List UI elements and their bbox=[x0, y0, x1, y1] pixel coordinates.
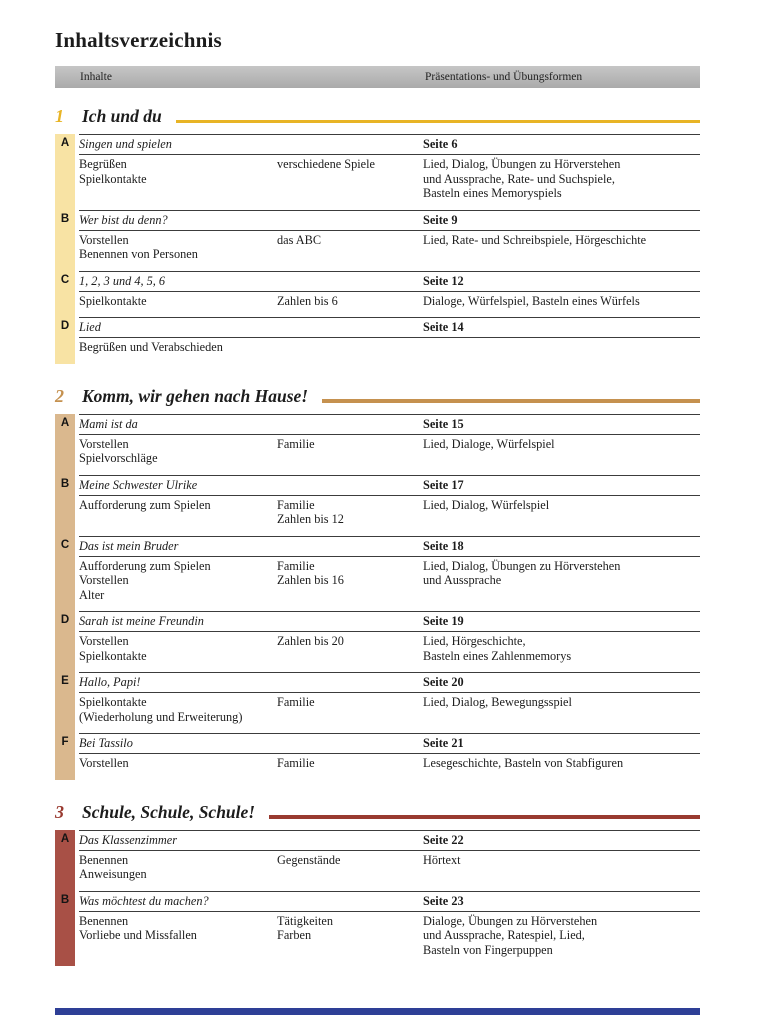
entry-forms: Dialoge, Übungen zu Hörverstehen und Aussprache, Ratespiel, Lied, Basteln von Fingerpuppen bbox=[423, 913, 598, 957]
entry-page: Seite 9 bbox=[423, 212, 458, 227]
entry-title: Lied bbox=[79, 320, 101, 334]
section-title: Komm, wir gehen nach Hause! bbox=[82, 385, 309, 406]
entry-content-line bbox=[79, 435, 700, 475]
section-heading bbox=[55, 106, 700, 127]
entry-forms: Dialoge, Würfelspiel, Basteln eines Würfels bbox=[423, 293, 640, 308]
entry-title-line bbox=[79, 733, 700, 754]
toc-entry-content-row bbox=[55, 231, 700, 271]
entry-forms: Lied, Dialog, Bewegungsspiel bbox=[423, 695, 572, 709]
toc-entry-content-row bbox=[55, 912, 700, 967]
entry-content-line bbox=[79, 912, 700, 967]
entry-title-line bbox=[79, 611, 700, 632]
toc-entry-title-row bbox=[55, 891, 700, 912]
entry-title-line bbox=[79, 271, 700, 292]
entry-page: Seite 6 bbox=[423, 137, 458, 151]
band-spacer bbox=[55, 231, 75, 271]
entry-title: Bei Tassilo bbox=[79, 736, 133, 750]
entry-title: 1, 2, 3 und 4, 5, 6 bbox=[79, 273, 166, 288]
toc-entry-content-row bbox=[55, 338, 700, 364]
entry-topics: Familie bbox=[277, 695, 315, 709]
entry-title: Hallo, Papi! bbox=[79, 675, 141, 689]
entry-forms: Lied, Rate- und Schreibspiele, Hörgeschichte bbox=[423, 232, 647, 247]
entry-content: Vorstellen Benennen von Personen bbox=[79, 232, 198, 261]
toc-entry-title-row bbox=[55, 210, 700, 231]
band-spacer bbox=[55, 338, 75, 364]
toc-entry-content-row bbox=[55, 155, 700, 210]
band-spacer bbox=[55, 754, 75, 780]
entry-forms: Lesegeschichte, Basteln von Stabfiguren bbox=[423, 756, 624, 770]
entry-topics: Zahlen bis 6 bbox=[277, 293, 338, 308]
entry-letter: C bbox=[55, 536, 75, 557]
entry-forms bbox=[423, 340, 700, 355]
toc-entry-title-row bbox=[55, 672, 700, 693]
section-1 bbox=[55, 106, 700, 364]
entry-title: Sarah ist meine Freundin bbox=[79, 614, 204, 628]
entry-title: Singen und spielen bbox=[79, 137, 172, 151]
entry-letter: F bbox=[55, 733, 75, 754]
entry-page: Seite 21 bbox=[423, 736, 464, 750]
entry-content-line bbox=[79, 557, 700, 612]
band-spacer bbox=[55, 435, 75, 475]
band-spacer bbox=[55, 693, 75, 733]
toc-entry-title-row bbox=[55, 536, 700, 557]
entry-title: Wer bist du denn? bbox=[79, 212, 168, 227]
band-spacer bbox=[55, 632, 75, 672]
section-number: 1 bbox=[55, 106, 64, 126]
entry-title-line bbox=[79, 830, 700, 851]
section-title: Schule, Schule, Schule! bbox=[82, 801, 256, 822]
section-number: 3 bbox=[55, 801, 64, 822]
column-header-bar bbox=[55, 66, 700, 88]
entry-content: Spielkontakte (Wiederholung und Erweiterung) bbox=[79, 695, 243, 724]
entry-title-line bbox=[79, 414, 700, 435]
entry-title-line bbox=[79, 210, 700, 231]
entry-content-line bbox=[79, 632, 700, 672]
section-3 bbox=[55, 802, 700, 967]
entry-page: Seite 18 bbox=[423, 538, 464, 553]
entry-content-line bbox=[79, 496, 700, 536]
toc-entry-title-row bbox=[55, 317, 700, 338]
column-header-forms: Präsentations- und Übungsformen bbox=[425, 71, 583, 83]
section-rule bbox=[322, 399, 700, 403]
section-rule bbox=[269, 815, 700, 819]
entry-content: Benennen Vorliebe und Missfallen bbox=[79, 913, 197, 942]
entry-title: Was möchtest du machen? bbox=[79, 893, 209, 908]
entry-content-line bbox=[79, 851, 700, 891]
page-title: Inhaltsverzeichnis bbox=[55, 28, 222, 52]
section-heading bbox=[55, 802, 700, 823]
toc-entry-title-row bbox=[55, 830, 700, 851]
entry-topics: Zahlen bis 20 bbox=[277, 634, 344, 648]
entry-title-line bbox=[79, 317, 700, 338]
entry-letter: A bbox=[55, 414, 75, 435]
section-title: Ich und du bbox=[82, 106, 162, 126]
entry-topics: das ABC bbox=[277, 232, 322, 247]
entry-title-line bbox=[79, 536, 700, 557]
toc-entry-content-row bbox=[55, 435, 700, 475]
entry-content: Benennen Anweisungen bbox=[79, 852, 147, 881]
entry-title: Mami ist da bbox=[79, 416, 138, 431]
section-rule bbox=[176, 120, 700, 124]
sections bbox=[55, 106, 700, 966]
band-spacer bbox=[55, 496, 75, 536]
section-heading bbox=[55, 386, 700, 407]
entry-content: Vorstellen bbox=[79, 756, 129, 770]
entry-content-line bbox=[79, 693, 700, 733]
band-spacer bbox=[55, 155, 75, 210]
entry-topics: Familie bbox=[277, 436, 315, 451]
toc-entry-content-row bbox=[55, 851, 700, 891]
toc-entry-title-row bbox=[55, 414, 700, 435]
entry-forms: Lied, Hörgeschichte, Basteln eines Zahlenmemorys bbox=[423, 634, 572, 663]
entry-page: Seite 23 bbox=[423, 893, 464, 908]
entry-topics bbox=[277, 340, 423, 355]
entry-topics: Familie bbox=[277, 756, 315, 770]
entry-letter: B bbox=[55, 210, 75, 231]
toc-entry-title-row bbox=[55, 134, 700, 155]
entry-content: Aufforderung zum Spielen bbox=[79, 497, 211, 512]
toc-entry-title-row bbox=[55, 475, 700, 496]
entry-content: Vorstellen Spielkontakte bbox=[79, 634, 147, 663]
entry-content: Vorstellen Spielvorschläge bbox=[79, 436, 158, 465]
band-spacer bbox=[55, 292, 75, 318]
entry-title-line bbox=[79, 672, 700, 693]
toc-entry-title-row bbox=[55, 271, 700, 292]
entry-letter: B bbox=[55, 891, 75, 912]
entry-page: Seite 19 bbox=[423, 614, 464, 628]
entry-content-line bbox=[79, 231, 700, 271]
entry-page: Seite 20 bbox=[423, 675, 464, 689]
entry-forms: Hörtext bbox=[423, 852, 461, 867]
band-spacer bbox=[55, 912, 75, 967]
toc-entry-content-row bbox=[55, 632, 700, 672]
next-section-bar bbox=[55, 1008, 700, 1015]
entry-content-line bbox=[79, 754, 700, 780]
entry-forms: Lied, Dialog, Übungen zu Hörverstehen und Aussprache bbox=[423, 558, 621, 587]
band-spacer bbox=[55, 851, 75, 891]
entry-content: Aufforderung zum Spielen Vorstellen Alter bbox=[79, 558, 211, 602]
entry-letter: D bbox=[55, 611, 75, 632]
entry-title: Das Klassenzimmer bbox=[79, 832, 178, 847]
entry-letter: D bbox=[55, 317, 75, 338]
entry-forms: Lied, Dialoge, Würfelspiel bbox=[423, 436, 555, 451]
toc-entry-content-row bbox=[55, 292, 700, 318]
entry-letter: E bbox=[55, 672, 75, 693]
column-header-inhalte: Inhalte bbox=[80, 71, 112, 83]
entry-letter: B bbox=[55, 475, 75, 496]
entry-forms: Lied, Dialog, Würfelspiel bbox=[423, 497, 550, 512]
entry-forms: Lied, Dialog, Übungen zu Hörverstehen und Aussprache, Rate- und Suchspiele, Basteln eines Memoryspiels bbox=[423, 157, 621, 200]
entry-content: Begrüßen und Verabschieden bbox=[79, 340, 223, 354]
entry-content: Spielkontakte bbox=[79, 293, 147, 308]
toc-entry-content-row bbox=[55, 693, 700, 733]
toc-entry-title-row bbox=[55, 733, 700, 754]
entry-title-line bbox=[79, 475, 700, 496]
toc-entry-title-row bbox=[55, 611, 700, 632]
toc-entry-content-row bbox=[55, 496, 700, 536]
entry-letter: A bbox=[55, 134, 75, 155]
entry-page: Seite 12 bbox=[423, 273, 464, 288]
entry-title: Meine Schwester Ulrike bbox=[79, 477, 198, 492]
toc-entry-content-row bbox=[55, 557, 700, 612]
entry-content-line bbox=[79, 292, 700, 318]
entry-page: Seite 14 bbox=[423, 320, 464, 334]
toc-entry-content-row bbox=[55, 754, 700, 780]
entry-title-line bbox=[79, 891, 700, 912]
band-spacer bbox=[55, 557, 75, 612]
entry-topics: verschiedene Spiele bbox=[277, 157, 375, 171]
entry-topics: Gegenstände bbox=[277, 852, 341, 867]
entry-topics: Tätigkeiten Farben bbox=[277, 913, 333, 942]
entry-title: Das ist mein Bruder bbox=[79, 538, 179, 553]
entry-page: Seite 22 bbox=[423, 832, 464, 847]
entry-topics: Familie Zahlen bis 12 bbox=[277, 497, 344, 526]
entry-content: Begrüßen Spielkontakte bbox=[79, 157, 147, 186]
entry-letter: A bbox=[55, 830, 75, 851]
entry-topics: Familie Zahlen bis 16 bbox=[277, 558, 344, 587]
section-number: 2 bbox=[55, 385, 64, 406]
entry-content-line bbox=[79, 155, 700, 210]
entry-page: Seite 15 bbox=[423, 416, 464, 431]
entry-page: Seite 17 bbox=[423, 477, 464, 492]
section-2 bbox=[55, 386, 700, 780]
entry-letter: C bbox=[55, 271, 75, 292]
entry-title-line bbox=[79, 134, 700, 155]
entry-content-line bbox=[79, 338, 700, 364]
